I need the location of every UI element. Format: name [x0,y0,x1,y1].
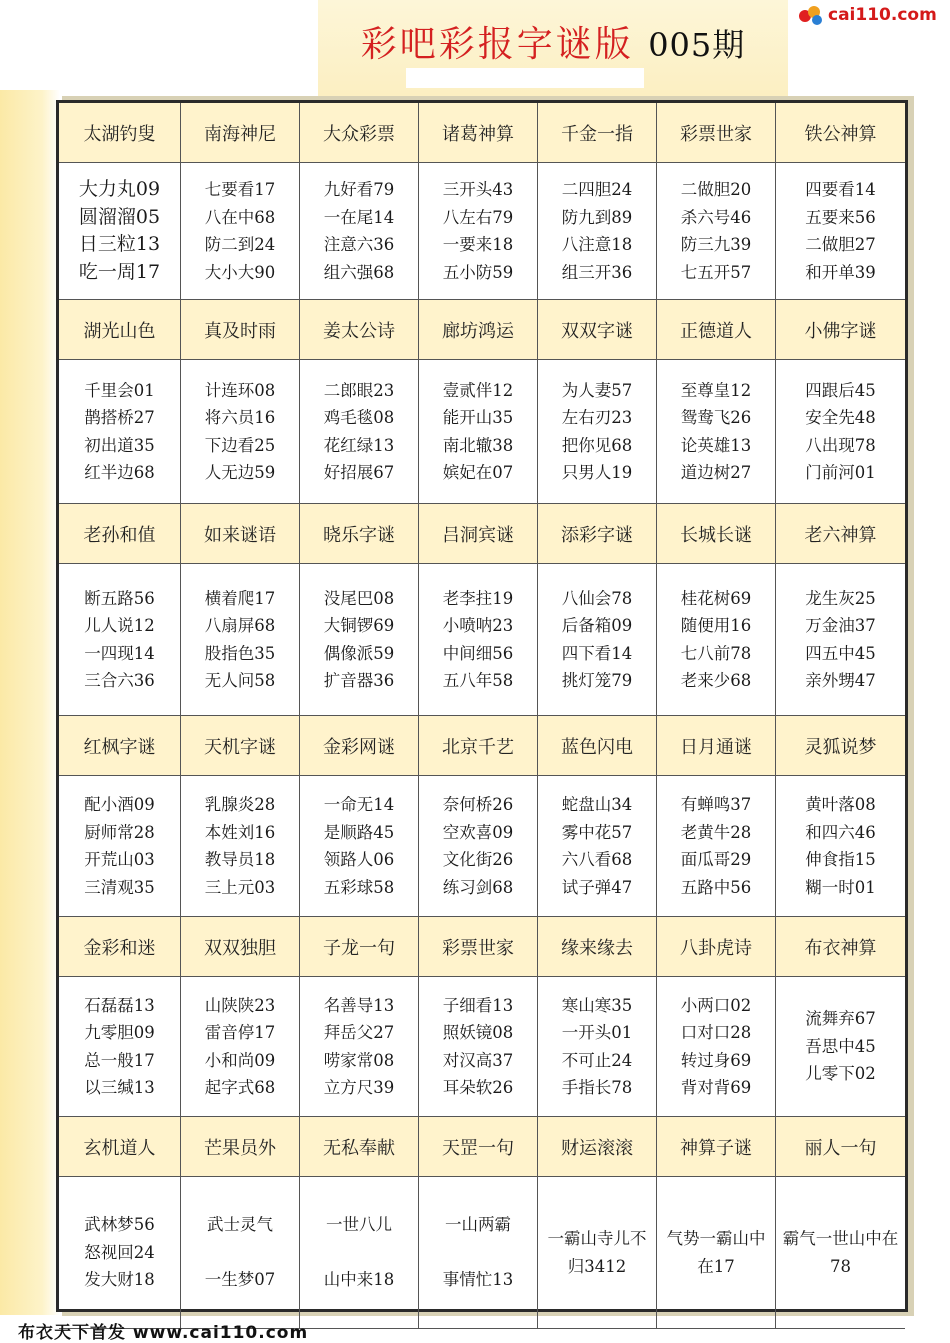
riddle-line: 背对背69 [680,1078,752,1097]
riddle-line: 五八年58 [442,671,514,690]
riddle-cell [59,360,181,504]
riddle-cell [59,1177,181,1329]
riddle-line: 一生梦07 [204,1270,276,1290]
riddle-line: 老来少68 [680,671,752,690]
column-author: 吕洞宾谜 [419,504,538,564]
column-author: 添彩字谜 [538,504,657,564]
riddle-line: 事情忙13 [442,1270,514,1290]
riddle-cell [300,977,419,1117]
riddle-line: 股指色35 [204,643,276,663]
riddle-line: 只男人19 [561,463,633,482]
riddle-line [475,1239,480,1267]
riddle-cell [419,163,538,300]
riddle-table [56,100,908,1312]
riddle-line: 厨师常28 [84,822,155,842]
title-text: 彩吧彩报字谜版 [360,24,634,65]
column-author: 如来谜语 [181,504,300,564]
riddle-line: 吾思中45 [805,1036,876,1056]
riddle-line: 把你见68 [561,435,633,455]
riddle-line: 横着爬17 [204,588,276,608]
riddle-line: 八扇屏68 [204,616,276,635]
column-author: 财运滚滚 [538,1117,657,1177]
riddle-line: 五要来56 [805,207,876,227]
riddle-line: 千里会01 [84,380,155,400]
riddle-line: 是顺路45 [323,822,395,842]
riddle-cell [419,564,538,716]
riddle-line: 左右刃23 [561,408,633,427]
header-row [59,504,905,564]
column-author: 正德道人 [657,300,776,360]
header-row [59,103,905,163]
riddle-line: 六八看68 [561,850,633,869]
column-author: 铁公神算 [776,103,905,163]
riddle-line: 空欢喜09 [442,822,514,842]
riddle-row [59,564,905,716]
riddle-line: 试子弹47 [561,877,633,897]
footer-text: 布衣天下首发 www.cai110.com [18,1323,309,1343]
riddle-cell [776,977,905,1117]
riddle-line: 子细看13 [442,995,514,1015]
riddle-line: 霸气一世山中在78 [782,1229,899,1276]
riddle-cell [59,163,181,300]
column-author: 彩票世家 [657,103,776,163]
riddle-line: 八注意18 [561,235,633,254]
riddle-line: 黄叶落08 [805,795,876,814]
riddle-cell [776,1177,905,1329]
riddle-line: 四下看14 [561,643,633,663]
column-author: 姜太公诗 [300,300,419,360]
riddle-line: 三开头43 [442,180,514,199]
riddle-cell [776,564,905,716]
title-banner [318,0,788,96]
riddle-line: 武士灵气 [207,1215,273,1235]
logo-mark-icon [798,3,824,27]
riddle-line: 初出道35 [84,435,155,455]
riddle-line: 口对口28 [680,1023,752,1042]
column-author: 廊坊鸿运 [419,300,538,360]
column-author: 大众彩票 [300,103,419,163]
riddle-cell [181,360,300,504]
issue-number: 005期 [648,26,746,64]
riddle-cell [538,163,657,300]
riddle-line: 糊一时01 [805,877,876,897]
riddle-cell [300,360,419,504]
column-author: 彩票世家 [419,917,538,977]
column-author: 双双字谜 [538,300,657,360]
riddle-line: 八出现78 [805,435,876,455]
riddle-line: 鸳鸯飞26 [680,408,752,427]
riddle-line: 不可止24 [561,1050,633,1070]
header-row [59,300,905,360]
riddle-cell [419,977,538,1117]
riddle-line: 大铜锣69 [323,616,395,635]
riddle-line: 大小大90 [204,262,276,282]
riddle-cell [538,360,657,504]
riddle-line: 转过身69 [680,1050,752,1070]
riddle-line: 四跟后45 [805,380,876,400]
riddle-cell [657,1177,776,1329]
riddle-cell [300,776,419,917]
column-author: 金彩网谜 [300,716,419,776]
riddle-line: 小喷呐23 [442,616,514,635]
column-author: 丽人一句 [776,1117,905,1177]
column-author: 小佛字谜 [776,300,905,360]
riddle-line: 练习剑68 [442,877,514,897]
riddle-cell [419,360,538,504]
header-row [59,917,905,977]
riddle-line: 唠家常08 [323,1050,395,1070]
riddle-line: 八左右79 [442,207,514,227]
riddle-line: 教导员18 [204,850,276,869]
column-author: 天罡一句 [419,1117,538,1177]
riddle-line: 开荒山03 [84,850,155,869]
riddle-line: 总一般17 [84,1050,155,1070]
column-author: 长城长谜 [657,504,776,564]
riddle-line: 领路人06 [323,850,395,869]
riddle-line: 武林梦56 [84,1215,155,1235]
riddle-line: 文化街26 [442,850,514,869]
riddle-line: 桂花树69 [680,588,752,608]
riddle-row [59,360,905,504]
riddle-line [237,1239,242,1267]
riddle-line: 三清观35 [84,877,155,897]
riddle-line: 安全先48 [805,408,876,427]
riddle-line: 亲外甥47 [805,671,876,690]
riddle-line: 扩音器36 [323,671,395,690]
riddle-line: 壹贰伴12 [442,380,514,400]
column-author: 湖光山色 [59,300,181,360]
riddle-cell [59,776,181,917]
riddle-line: 儿零下02 [805,1064,876,1084]
column-author: 缘来缘去 [538,917,657,977]
riddle-line: 二做胆27 [805,235,876,254]
riddle-cell [538,1177,657,1329]
riddle-line: 蛇盘山34 [561,795,633,814]
riddle-line: 组三开36 [561,262,633,282]
riddle-row [59,977,905,1117]
riddle-line: 大力丸09 [78,178,161,200]
riddle-line: 一开头01 [561,1023,633,1042]
riddle-row [59,163,905,300]
riddle-line: 七五开57 [680,262,752,282]
riddle-line: 立方尺39 [323,1078,395,1097]
riddle-cell [657,163,776,300]
riddle-line: 一四现14 [84,643,155,663]
riddle-line: 门前河01 [805,463,876,482]
riddle-line: 将六员16 [204,408,276,427]
riddle-line: 花红绿13 [323,435,395,455]
riddle-line: 至尊皇12 [680,380,752,400]
column-author: 灵狐说梦 [776,716,905,776]
riddle-line: 防二到24 [204,235,276,254]
riddle-line: 五彩球58 [323,877,395,897]
riddle-line: 乳腺炎28 [204,795,276,814]
column-author: 无私奉献 [300,1117,419,1177]
riddle-line: 断五路56 [84,588,155,608]
riddle-line: 五小防59 [442,262,514,282]
riddle-line: 三上元03 [204,877,276,897]
riddle-cell [59,564,181,716]
riddle-cell [776,163,905,300]
riddle-cell [419,776,538,917]
riddle-cell [419,1177,538,1329]
riddle-line: 寒山寒35 [561,995,633,1015]
column-author: 神算子谜 [657,1117,776,1177]
riddle-line: 有蝉鸣37 [680,795,752,814]
riddle-line: 奈何桥26 [442,795,514,814]
riddle-line: 道边树27 [680,463,752,482]
riddle-line: 以三缄13 [84,1078,155,1097]
riddle-cell [300,163,419,300]
riddle-line [356,1239,361,1267]
riddle-line: 二四胆24 [561,180,633,199]
riddle-line: 手指长78 [561,1078,633,1097]
riddle-line: 鹊搭桥27 [84,408,155,427]
riddle-cell [538,776,657,917]
column-author: 玄机道人 [59,1117,181,1177]
riddle-line: 山陕陕23 [204,995,276,1015]
riddle-line: 注意六36 [323,235,395,254]
riddle-line: 九零胆09 [84,1023,155,1042]
site-logo[interactable] [798,2,948,28]
riddle-line: 四要看14 [805,180,876,199]
riddle-line: 石磊磊13 [84,995,155,1015]
riddle-line: 红半边68 [84,463,155,482]
riddle-cell [181,776,300,917]
riddle-line: 南北辙38 [442,435,514,455]
column-author: 老孙和值 [59,504,181,564]
column-author: 真及时雨 [181,300,300,360]
riddle-line: 后备箱09 [561,616,633,635]
column-author: 布衣神算 [776,917,905,977]
riddle-line: 气势一霸山中在17 [666,1229,766,1276]
riddle-line: 下边看25 [204,435,276,455]
riddle-line: 鸡毛毯08 [323,408,395,427]
column-author: 北京千艺 [419,716,538,776]
riddle-line: 配小酒09 [84,795,155,814]
riddle-cell [657,776,776,917]
riddle-line: 一霸山寺儿不归3412 [547,1229,647,1276]
riddle-line: 防三九39 [680,235,752,254]
riddle-line: 老李拄19 [442,588,514,608]
riddle-line: 二做胆20 [680,180,752,199]
riddle-line: 和开单39 [805,262,876,282]
riddle-cell [657,360,776,504]
riddle-line: 照妖镜08 [442,1023,514,1042]
riddle-cell [59,977,181,1117]
riddle-line: 儿人说12 [84,616,155,635]
riddle-cell [776,776,905,917]
riddle-line: 老黄牛28 [680,822,752,842]
riddle-line: 没尾巴08 [323,588,395,608]
riddle-cell [538,977,657,1117]
riddle-line: 一命无14 [323,795,395,814]
riddle-line: 山中来18 [323,1270,395,1290]
riddle-line: 流舞弃67 [805,1009,876,1029]
riddle-cell [181,977,300,1117]
page-title [318,16,788,67]
riddle-line: 龙生灰25 [805,588,876,608]
riddle-cell [300,1177,419,1329]
riddle-line: 雾中花57 [561,822,633,842]
riddle-line: 七八前78 [680,643,752,663]
riddle-line: 和四六46 [805,822,876,842]
column-author: 南海神尼 [181,103,300,163]
riddle-line: 五路中56 [680,877,752,897]
column-author: 蓝色闪电 [538,716,657,776]
riddle-line: 论英雄13 [680,435,752,455]
riddle-line: 偶像派59 [323,643,395,663]
header-row [59,716,905,776]
column-author: 晓乐字谜 [300,504,419,564]
riddle-cell [181,564,300,716]
riddle-row [59,776,905,917]
column-author: 诸葛神算 [419,103,538,163]
riddle-line: 防九到89 [561,207,633,227]
riddle-line: 四五中45 [805,643,876,663]
riddle-line: 小两口02 [680,995,752,1015]
riddle-line: 雷音停17 [204,1023,276,1042]
riddle-line: 八在中68 [204,207,276,227]
riddle-line: 耳朵软26 [442,1078,514,1097]
riddle-line: 八仙会78 [561,588,633,608]
riddle-line: 一山两霸 [445,1215,511,1235]
riddle-line: 本姓刘16 [204,822,276,842]
column-author: 八卦虎诗 [657,917,776,977]
riddle-cell [181,163,300,300]
column-author: 老六神算 [776,504,905,564]
side-decoration [0,90,60,1315]
riddle-line: 三合六36 [84,671,155,690]
column-author: 金彩和迷 [59,917,181,977]
riddle-line: 名善导13 [323,995,395,1015]
riddle-cell [300,564,419,716]
riddle-cell [657,564,776,716]
riddle-line: 对汉高37 [442,1050,514,1070]
header-row [59,1117,905,1177]
column-author: 双双独胆 [181,917,300,977]
riddle-line: 一在尾14 [323,207,395,227]
riddle-line: 随便用16 [680,616,752,635]
riddle-line: 人无边59 [204,463,276,482]
riddle-cell [657,977,776,1117]
column-author: 红枫字谜 [59,716,181,776]
riddle-line: 为人妻57 [561,380,633,400]
riddle-line: 挑灯笼79 [561,671,633,690]
riddle-line: 伸食指15 [805,850,876,869]
column-author: 千金一指 [538,103,657,163]
column-author: 太湖钓叟 [59,103,181,163]
riddle-line: 计连环08 [204,380,276,400]
riddle-line: 发大财18 [84,1270,155,1290]
riddle-line: 一世八儿 [326,1215,392,1235]
column-author: 天机字谜 [181,716,300,776]
logo-text: cai110.com [828,5,937,25]
riddle-line: 小和尚09 [204,1050,276,1070]
riddle-line: 圆溜溜05 [78,205,161,228]
riddle-line: 一要来18 [442,235,514,254]
riddle-line: 怒视回24 [84,1242,155,1262]
riddle-line: 无人问58 [204,671,276,690]
riddle-cell [181,1177,300,1329]
riddle-line: 起字式68 [204,1078,276,1097]
riddle-cell [776,360,905,504]
riddle-line: 中间细56 [442,643,514,663]
riddle-row [59,1177,905,1329]
riddle-line: 吃一周17 [78,260,161,283]
column-author: 芒果员外 [181,1117,300,1177]
riddle-line: 日三粒13 [78,233,161,255]
riddle-cell [538,564,657,716]
riddle-line: 嫔妃在07 [442,463,514,482]
riddle-line: 七要看17 [204,180,276,199]
column-author: 子龙一句 [300,917,419,977]
riddle-line: 二郎眼23 [323,380,395,400]
riddle-line: 能开山35 [442,408,514,427]
riddle-line: 面瓜哥29 [680,850,752,869]
riddle-line: 组六强68 [323,262,395,282]
column-author: 日月通谜 [657,716,776,776]
title-underbar [406,68,644,88]
riddle-line: 杀六号46 [680,207,752,227]
riddle-line: 九好看79 [323,180,395,199]
riddle-line: 拜岳父27 [323,1023,395,1042]
riddle-line: 万金油37 [805,616,876,635]
riddle-line: 好招展67 [323,463,395,482]
